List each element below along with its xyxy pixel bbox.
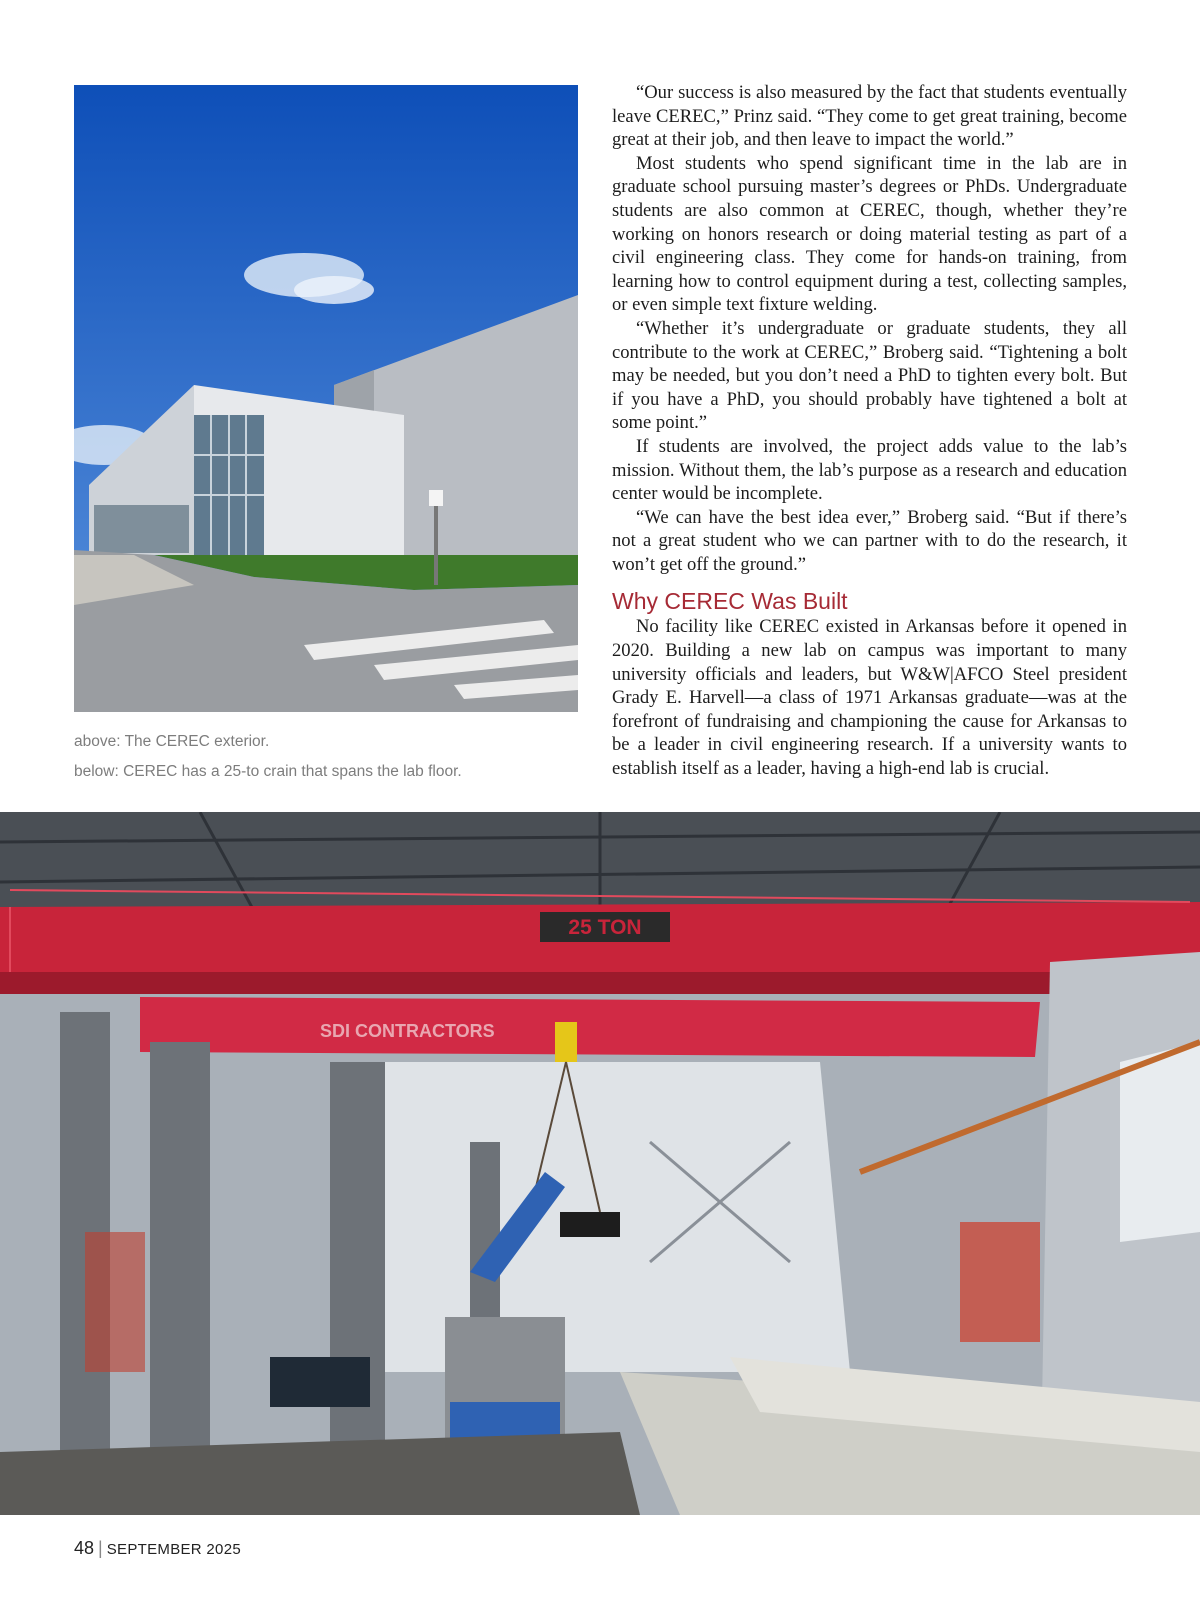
issue-date: SEPTEMBER 2025	[106, 1541, 241, 1558]
page-footer	[74, 1538, 241, 1559]
crane-photo	[0, 812, 1200, 1515]
page-number: 48	[74, 1538, 95, 1558]
paragraph: If students are involved, the project adds value to the lab’s mission. Without them, the lab’s purpose as a research and education center would be incomplete.	[612, 435, 1127, 505]
exterior-photo	[74, 85, 578, 712]
caption-below: below: CEREC has a 25-to crain that spans the lab floor.	[74, 763, 462, 780]
caption-above: above: The CEREC exterior.	[74, 733, 270, 750]
paragraph: “Our success is also measured by the fact that students eventually leave CEREC,” Prinz said. “They come to get great training, become great at their job, and then leave to impact the world.”	[612, 82, 1127, 151]
paragraph: No facility like CEREC existed in Arkansas before it opened in 2020. Building a new lab on campus was important to many university officials and leaders, but W&W|AFCO Steel president Grady E. Harvell—a class of 1971 Arkansas graduate—was at the forefront of fundraising and championing the cause for Arkansas to be a leader in civil engineering research. If a university wants to establish itself as a leader, having a high-end lab is crucial.	[612, 616, 1127, 780]
section-heading: Why CEREC Was Built	[612, 588, 848, 615]
crane-capacity-label: 25 TON	[568, 916, 642, 939]
paragraph: Most students who spend significant time in the lab are in graduate school pursuing master’s degrees or PhDs. Undergraduate students are also common at CEREC, though, whether they’re working on honors research or doing material testing as part of a civil engineering class. They come for hands-on training, from learning how to control equipment during a test, collecting samples, or even simple text fixture welding.	[612, 152, 1127, 316]
paragraph: “We can have the best idea ever,” Broberg said. “But if there’s not a great student who we can partner with to do the research, it won’t get off the ground.”	[612, 506, 1127, 575]
paragraph: “Whether it’s undergraduate or graduate students, they all contribute to the work at CEREC,” Broberg said. “Tightening a bolt may be needed, but you don’t need a PhD to tighten every bolt. But if you have a PhD, you should probably have tightened a bolt at some point.”	[612, 317, 1127, 434]
footer-separator: |	[98, 1538, 103, 1558]
article-body	[612, 81, 1127, 781]
photo-captions	[74, 733, 584, 793]
crane-beam-brand: SDI CONTRACTORS	[320, 1021, 495, 1041]
